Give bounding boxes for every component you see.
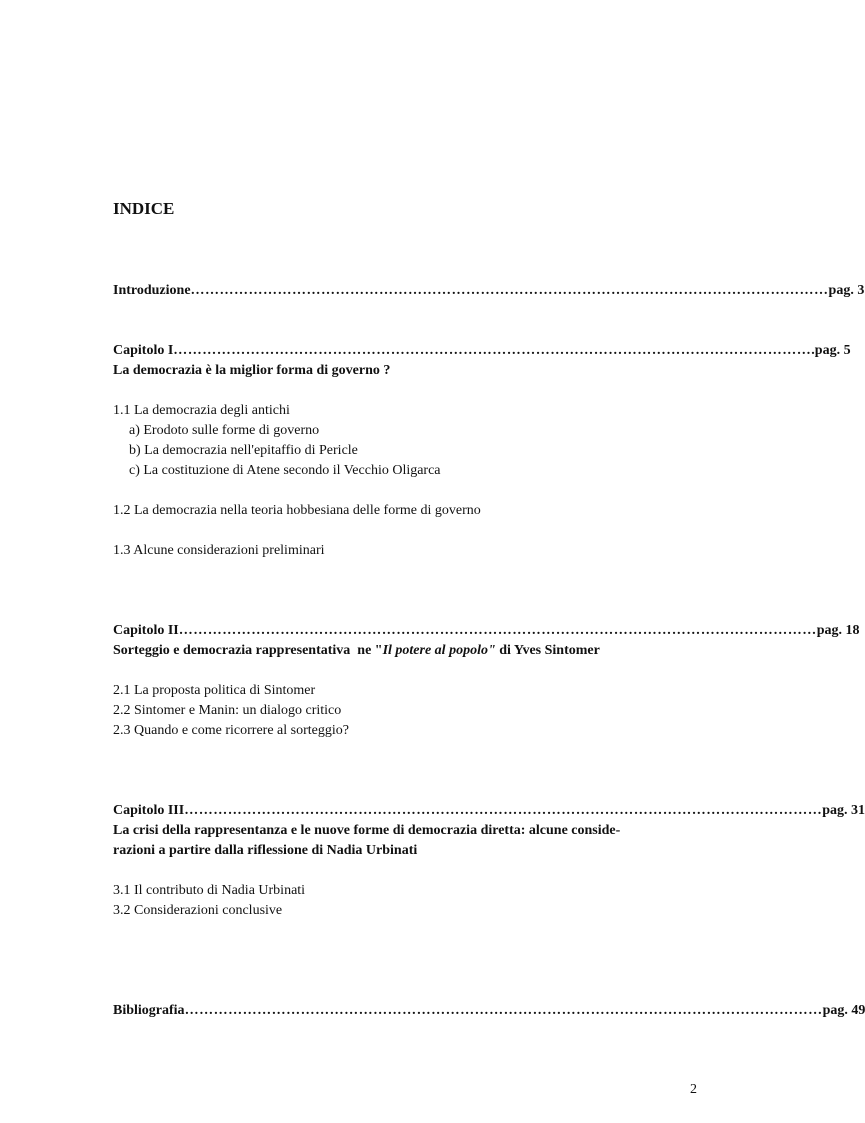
toc-page: .pag. 5 <box>811 343 851 358</box>
toc-item[interactable]: 2.3 Quando e come ricorrere al sorteggio? <box>113 723 349 738</box>
toc-item[interactable]: 3.1 Il contributo di Nadia Urbinati <box>113 883 306 898</box>
toc-item[interactable]: 2.1 La proposta politica di Sintomer <box>113 683 316 698</box>
toc-item[interactable]: 1.1 La democrazia degli antichi <box>113 403 290 418</box>
toc-item[interactable]: 1.3 Alcune considerazioni preliminari <box>113 543 325 558</box>
book-title: Il potere al popolo" <box>382 643 496 658</box>
toc-entry-capitolo-1[interactable] <box>113 343 851 359</box>
chapter-1-subtitle: La democrazia è la miglior forma di governo ? <box>113 363 391 378</box>
toc-page: pag. 31 <box>822 803 865 818</box>
toc-label: Capitolo II <box>113 623 179 638</box>
toc-leader: …………………………………………………………………………………………………………………… <box>173 343 812 358</box>
page-number: 2 <box>690 1082 697 1097</box>
chapter-3-subtitle-line2: razioni a partire dalla riflessione di Nadia Urbinati <box>113 843 418 858</box>
toc-entry-introduzione[interactable] <box>113 283 865 299</box>
toc-item[interactable]: 2.2 Sintomer e Manin: un dialogo critico <box>113 703 342 718</box>
toc-label: Capitolo III <box>113 803 185 818</box>
toc-label: Capitolo I <box>113 343 174 358</box>
toc-leader: …………………………………………………………………………………………………………………… <box>190 283 829 298</box>
toc-page: pag. 18 <box>816 623 860 638</box>
toc-item[interactable]: 3.2 Considerazioni conclusive <box>113 903 283 918</box>
toc-page: pag. 3 <box>828 283 865 298</box>
toc-leader: …………………………………………………………………………………………………………………… <box>184 803 823 818</box>
toc-entry-capitolo-2[interactable] <box>113 623 860 639</box>
toc-label: Bibliografia <box>113 1003 185 1018</box>
toc-entry-capitolo-3[interactable] <box>113 803 865 819</box>
subtitle-part: di Yves Sintomer <box>495 643 600 658</box>
toc-page: pag. 49 <box>822 1003 865 1018</box>
toc-leader: …………………………………………………………………………………………………………………… <box>178 623 817 638</box>
page-title: INDICE <box>113 199 175 218</box>
chapter-2-subtitle <box>113 643 600 659</box>
toc-label: Introduzione <box>113 283 191 298</box>
toc-item[interactable]: b) La democrazia nell'epitaffio di Pericle <box>129 443 358 458</box>
toc-item[interactable]: 1.2 La democrazia nella teoria hobbesiana delle forme di governo <box>113 503 481 518</box>
toc-item[interactable]: c) La costituzione di Atene secondo il Vecchio Oligarca <box>129 463 441 478</box>
subtitle-part: Sorteggio e democrazia rappresentativa ne " <box>113 643 383 658</box>
toc-leader: …………………………………………………………………………………………………………………… <box>184 1003 823 1018</box>
chapter-3-subtitle-line1: La crisi della rappresentanza e le nuove forme di democrazia diretta: alcune conside- <box>113 823 621 838</box>
toc-item[interactable]: a) Erodoto sulle forme di governo <box>129 423 320 438</box>
toc-entry-bibliografia[interactable] <box>113 1003 865 1019</box>
